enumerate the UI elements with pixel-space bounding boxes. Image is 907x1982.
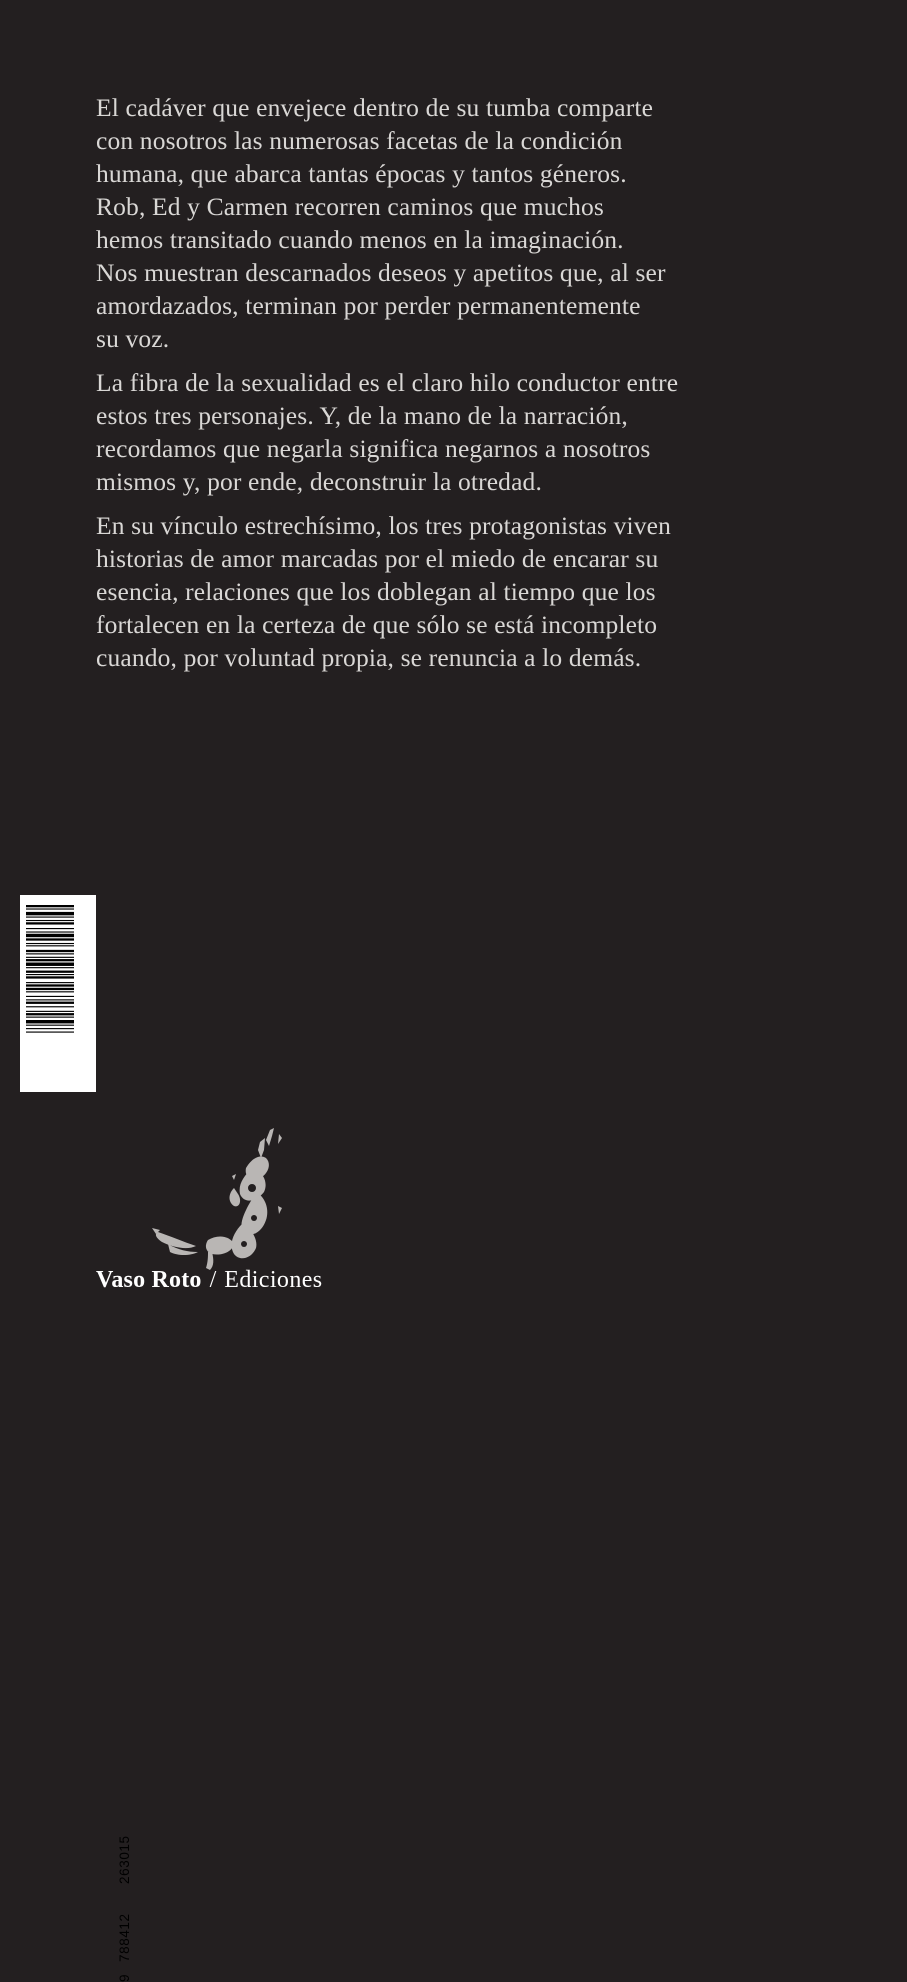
barcode-bar xyxy=(26,922,74,924)
barcode-bar xyxy=(26,1028,74,1029)
isbn-number xyxy=(116,1794,132,1982)
barcode-bar xyxy=(26,974,74,975)
barcode-bar xyxy=(26,1032,74,1033)
isbn-digit-first: 9 xyxy=(116,1973,132,1982)
barcode-bars xyxy=(20,895,96,1092)
vaso-roto-figure-icon xyxy=(148,1128,288,1273)
publisher-imprint: Ediciones xyxy=(224,1267,323,1293)
barcode-bar xyxy=(26,950,74,952)
barcode-bar xyxy=(26,976,74,978)
blurb-paragraph-2: La fibra de la sexualidad es el claro hilo conductor entre estos tres personajes. Y, de la mano de la narración, recordamos que negarla significa negarnos a nosotros mismos y, por ende, deconstruir la otredad. xyxy=(96,368,679,496)
barcode-bar xyxy=(26,957,74,958)
publisher-slash: / xyxy=(209,1267,217,1293)
barcode-bar xyxy=(26,928,74,929)
barcode-bar xyxy=(26,905,74,907)
barcode-bar xyxy=(26,938,74,940)
barcode-bar xyxy=(26,912,74,915)
publisher-name: Vaso Roto xyxy=(96,1267,202,1293)
back-cover-blurb xyxy=(96,91,796,685)
barcode-bar xyxy=(26,920,74,921)
isbn-digits-left: 788412 xyxy=(116,1913,132,1962)
isbn-digits-right: 263015 xyxy=(116,1835,132,1884)
barcode-bar xyxy=(26,953,74,954)
barcode-bar xyxy=(26,963,74,966)
barcode-bar xyxy=(26,931,74,932)
barcode-bar xyxy=(26,967,74,968)
barcode-bar xyxy=(26,917,74,918)
barcode-bar xyxy=(26,988,74,990)
barcode-bar xyxy=(26,1011,74,1012)
barcode-bar xyxy=(26,984,74,986)
barcode-bar xyxy=(26,1006,74,1007)
isbn-barcode xyxy=(20,895,132,1982)
barcode-bar xyxy=(26,971,74,973)
barcode-bar xyxy=(26,996,74,997)
barcode-bar xyxy=(26,1002,74,1004)
barcode-bar xyxy=(26,934,74,937)
blurb-paragraph-1: El cadáver que envejece dentro de su tumba comparte con nosotros las numerosas facetas de la condición humana, que abarca tantas épocas y tantos géneros. Rob, Ed y Carmen recorren caminos que muchos hemos transitado cuando menos en la imaginación. Nos muestran descarnados deseos y apetitos que, al ser amordazados, terminan por perder permanentemente su voz. xyxy=(96,93,666,353)
blurb-paragraph-3: En su vínculo estrechísimo, los tres protagonistas viven historias de amor marcadas por el miedo de encarar su esencia, relaciones que los doblegan al tiempo que los fortalecen en la certeza de que sólo se está incompleto cuando, por voluntad propia, se renuncia a lo demás. xyxy=(96,511,671,672)
barcode-bar xyxy=(26,991,74,992)
barcode-bar xyxy=(26,943,74,944)
barcode-bar xyxy=(26,1025,74,1026)
barcode-bar xyxy=(26,982,74,983)
barcode-bar xyxy=(26,945,74,946)
barcode-bar xyxy=(26,1013,74,1015)
barcode-bar xyxy=(26,908,74,909)
publisher-logo xyxy=(96,1267,323,1294)
barcode-bar xyxy=(26,999,74,1000)
barcode-bar xyxy=(26,1020,74,1023)
barcode-bar xyxy=(26,1017,74,1018)
barcode-bar xyxy=(26,959,74,961)
